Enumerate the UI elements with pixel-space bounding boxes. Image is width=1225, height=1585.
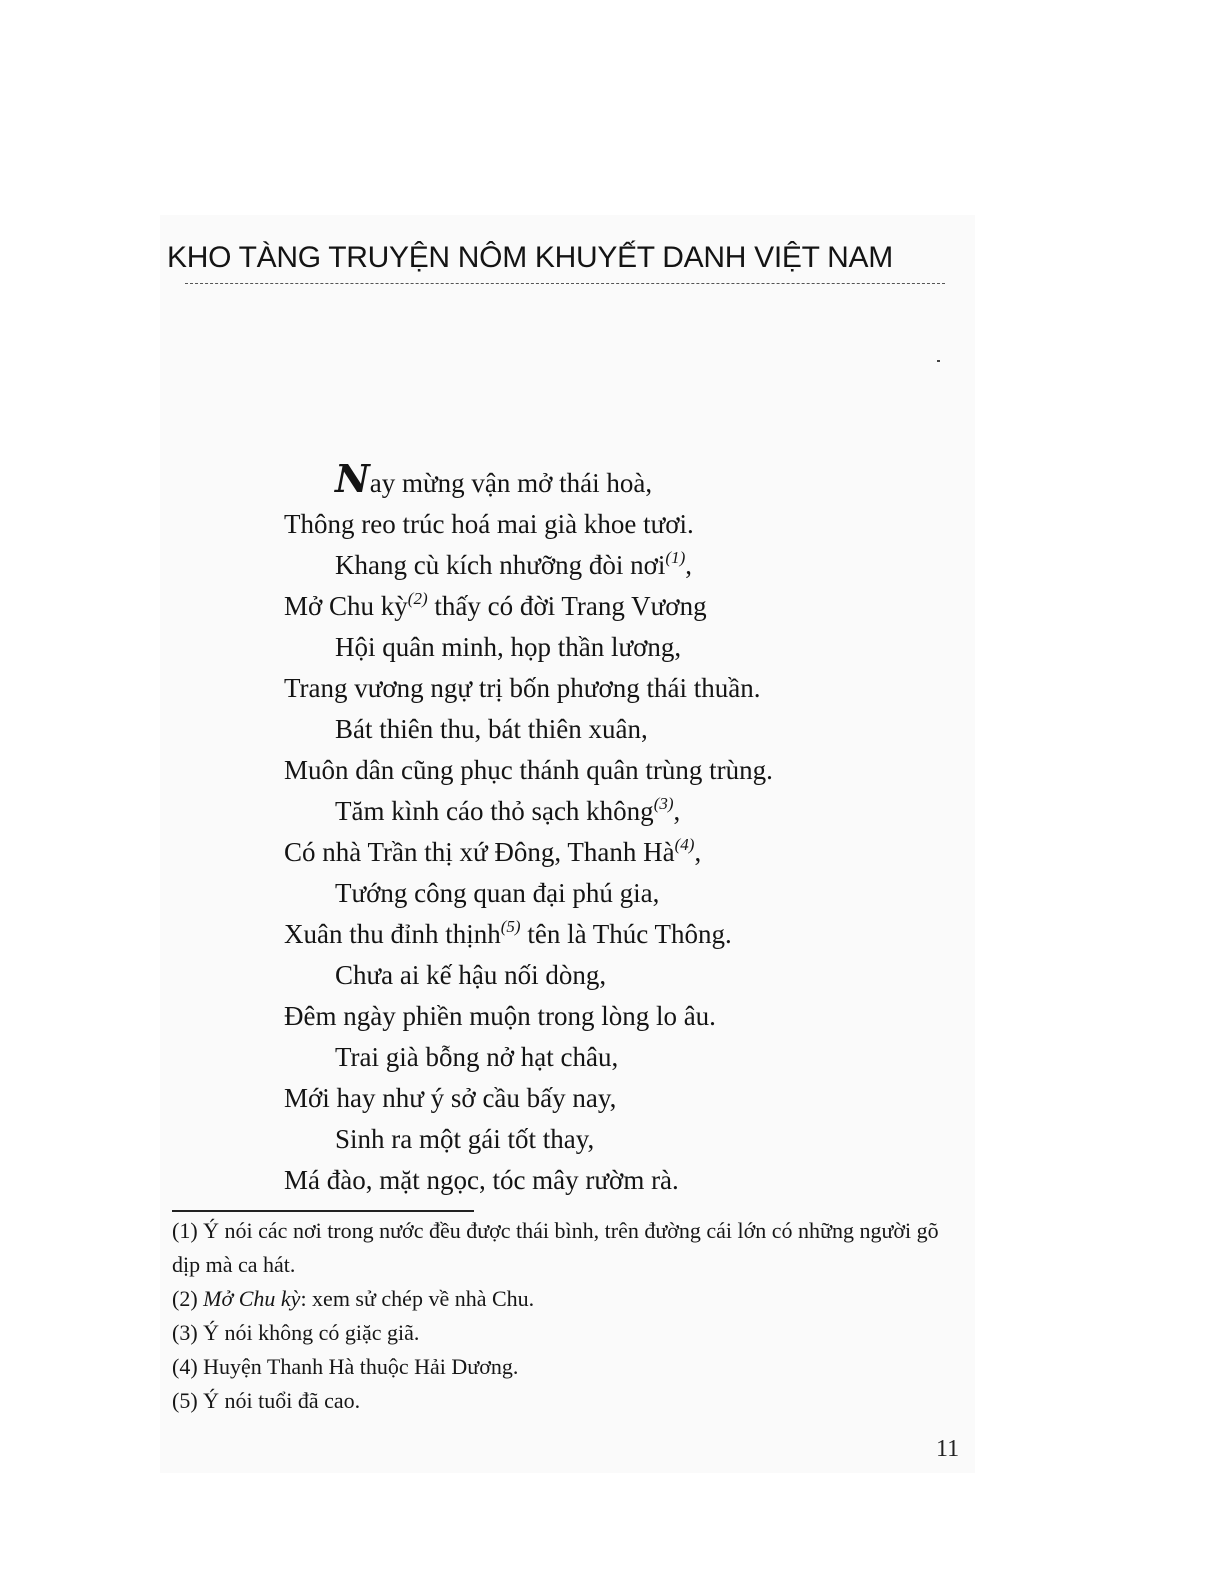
drop-cap: N	[335, 456, 370, 501]
poem-line: Sinh ra một gái tốt thay,	[335, 1124, 595, 1154]
poem-line: Tướng công quan đại phú gia,	[335, 878, 660, 908]
footnote-ref-2: (2)	[407, 589, 428, 608]
poem-line-text: Có nhà Trần thị xứ Đông, Thanh Hà	[284, 837, 675, 867]
poem-line-text: Xuân thu đỉnh thịnh	[284, 919, 501, 949]
page-number: 11	[936, 1436, 960, 1462]
poem-line: Má đào, mặt ngọc, tóc mây rườm rà.	[284, 1165, 679, 1195]
poem-line: Muôn dân cũng phục thánh quân trùng trùng.	[284, 755, 773, 785]
poem-line	[284, 791, 773, 832]
running-header: KHO TÀNG TRUYỆN NÔM KHUYẾT DANH VIỆT NAM	[167, 241, 893, 274]
footnote-1: (1) Ý nói các nơi trong nước đều được thái bình, trên đường cái lớn có những người gõ dịp mà ca hát.	[172, 1218, 939, 1277]
poem-line: Chưa ai kế hậu nối dòng,	[335, 960, 607, 990]
punctuation: ,	[685, 550, 692, 580]
poem-line: Thông reo trúc hoá mai già khoe tươi.	[284, 509, 694, 539]
footnote-ref-1: (1)	[665, 548, 686, 567]
poem-line-text: tên là Thúc Thông.	[527, 919, 732, 949]
footnote-3: (3) Ý nói không có giặc giã.	[172, 1320, 420, 1345]
poem-line	[284, 914, 773, 955]
poem-line: Bát thiên thu, bát thiên xuân,	[335, 714, 648, 744]
footnote-number: (2)	[172, 1286, 198, 1311]
poem-line: Mới hay như ý sở cầu bấy nay,	[284, 1083, 617, 1113]
poem-line: Hội quân minh, họp thần lương,	[335, 632, 682, 662]
poem-line-text: thấy có đời Trang Vương	[434, 591, 707, 621]
scan-speck	[937, 360, 940, 362]
footnote-2	[172, 1282, 967, 1316]
punctuation: ,	[694, 837, 702, 867]
footnote-ref-3: (3)	[653, 794, 674, 813]
poem-line: Đêm ngày phiền muộn trong lòng lo âu.	[284, 1001, 716, 1031]
poem-line	[284, 456, 773, 504]
poem-line	[284, 545, 773, 586]
footnote-text: : xem sử chép về nhà Chu.	[300, 1286, 535, 1311]
footnote-ref-4: (4)	[674, 835, 695, 854]
poem-line: Trang vương ngự trị bốn phương thái thuần.	[284, 673, 761, 703]
footnote-4: (4) Huyện Thanh Hà thuộc Hải Dương.	[172, 1354, 519, 1379]
poem	[284, 456, 773, 1201]
poem-line	[284, 586, 773, 627]
footnote-ref-5: (5)	[500, 917, 521, 936]
poem-line: Trai già bỗng nở hạt châu,	[335, 1042, 619, 1072]
poem-line-text: ay mừng vận mở thái hoà,	[369, 468, 653, 498]
poem-line-text: Mở Chu kỳ	[284, 591, 408, 621]
punctuation: ,	[673, 796, 681, 826]
header-rule	[185, 283, 945, 284]
poem-line-text: Khang cù kích nhưỡng đòi nơi	[335, 550, 666, 580]
footnote-rule	[172, 1210, 474, 1212]
poem-line	[284, 832, 773, 873]
footnote-term: Mở Chu kỳ	[203, 1286, 301, 1311]
footnote-5: (5) Ý nói tuổi đã cao.	[172, 1388, 361, 1413]
poem-line-text: Tăm kình cáo thỏ sạch không	[335, 796, 654, 826]
footnotes	[172, 1214, 967, 1418]
